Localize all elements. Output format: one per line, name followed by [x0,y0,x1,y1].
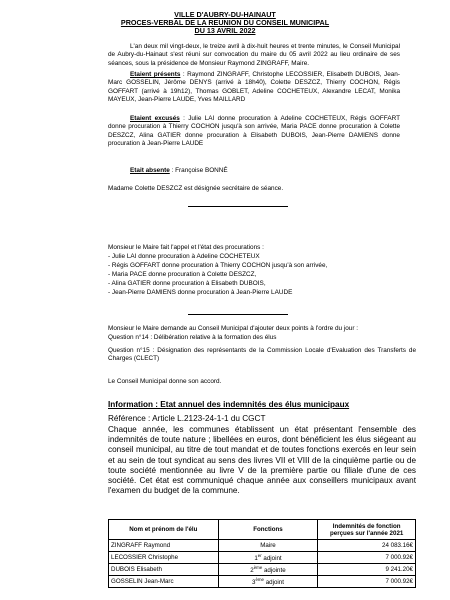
presents-paragraph [108,71,400,105]
table-row [109,552,416,564]
procuration-item: - Maria PACE donne procuration à Colette DESZCZ, [108,271,257,278]
elected-name: ZINGRAFF Raymond [109,540,219,552]
ajout-intro: Monsieur le Maire demande au Conseil Municipal d'ajouter deux points à l'ordre du jour : [108,325,359,332]
elected-function [218,564,318,576]
intro-paragraph: L'an deux mil vingt-deux, le treize avril à dix-huit heures et trente minutes, le Conseil Municipal de Aubry-du-Hainaut s'est réuni sur convocation du maire du 05 avril 2022 au lieu ordinaire de ses séances, sous la présidence de Monsieur Raymond ZINGRAFF, Maire. [108,43,400,67]
question-15: Question n°15 : Désignation des représentants de la Commission Locale d'Evaluation des Transferts de Charges (CLECT) [108,347,416,363]
function-text: Maire [260,542,276,549]
table-header-row [109,520,416,540]
indemnity-amount: 7 000.92€ [318,552,416,564]
elected-function [218,552,318,564]
information-body: Chaque année, les communes établissent un état présentant l'ensemble des indemnités de toute nature ; libellées en euros, dont bénéficient les élus siégeant au conseil municipal, au titre de tout mandat et de toutes fonctions exercés en leur sein et au sein de tout syndicat au sens des livres VII et VIII de la cinquième partie ou de toute société mentionnée au livre V de la première partie ou filiale d'une de ces société. Cet état est communiqué chaque année aux conseillers municipaux avant l'examen du budget de la commune. [108,425,416,496]
function-ordinal: ème [253,564,263,570]
procuration-item: - Jean-Pierre DAMIENS donne procuration à Jean-Pierre LAUDE [108,289,293,296]
excuses-paragraph [108,115,400,149]
function-ordinal: er [257,552,262,558]
procurations-intro: Monsieur le Maire fait l'appel et l'état des procurations : [108,244,264,251]
table-row [109,540,416,552]
function-ordinal: ème [255,576,264,582]
column-header-functions: Fonctions [218,520,318,540]
absente-name: : Françoise BONNÉ [169,167,228,174]
town-title: VILLE D'AUBRY-DU-HAINAUT [174,10,276,19]
secretaire-line: Madame Colette DESZCZ est désignée secrétaire de séance. [108,185,284,192]
function-number: 1 [254,555,258,563]
function-number: 2 [250,567,254,575]
column-header-indemnities: Indemnités de fonction perçues sur l'année 2021 [318,520,416,540]
table-row [109,576,416,588]
indemnity-amount: 7 000.92€ [318,576,416,588]
elected-name: LECOSSIER Christophe [109,552,219,564]
information-title: Information : Etat annuel des indemnités des élus municipaux [108,400,350,409]
procuration-item: - Alina GATIER donne procuration à Elisabeth DUBOIS, [108,280,266,287]
excuses-label: Etaient excusés [130,115,180,122]
procuration-item: - Régis GOFFART donne procuration à Thierry COCHON jusqu'à son arrivée, [108,262,328,269]
information-reference: Référence : Article L.2123-24-1-1 du CGCT [108,414,266,423]
excuses-list: : Julie LAI donne procuration à Adeline COCHETEUX, Régis GOFFART donne procuration à Thierry COCHON jusqu'à son arrivée, Maria PACE donne procuration à Colette DESZCZ, Alina GATIER donne procuration à Elisabeth DUBOIS, Jean-Pierre DAMIENS donne procuration à Jean-Pierre LAUDE [108,115,400,148]
question-14: Question n°14 : Délibération relative à la formation des élus [108,334,277,341]
absente-paragraph [108,167,400,175]
function-text: adjoint [263,579,284,587]
council-accord: Le Conseil Municipal donne son accord. [108,378,222,385]
elected-name: GOSSELIN Jean-Marc [109,576,219,588]
presents-label: Etaient présents [130,71,181,78]
procuration-item: - Julie LAI donne procuration à Adeline COCHETEUX [108,253,260,260]
function-text: adjointe [262,567,286,575]
elected-name: DUBOIS Elisabeth [109,564,219,576]
function-number: 3 [251,579,256,587]
meeting-date: DU 13 AVRIL 2022 [194,26,256,35]
separator-1 [188,206,288,207]
column-header-name: Nom et prénom de l'élu [109,520,219,540]
absente-label: Etait absente [130,167,170,174]
indemnity-amount: 9 241.20€ [318,564,416,576]
separator-2 [188,314,288,315]
elected-function [218,540,318,552]
elected-function [218,576,318,588]
indemnities-table [108,519,416,588]
presents-list: : Raymond ZINGRAFF, Christophe LECOSSIER, Elisabeth DUBOIS, Jean-Marc GOSSELIN, Jérôme DENYS (arrivé à 18h40), Colette DESZCZ, Thierry COCHON, Régis GOFFART (arrivé à 19h12), Thomas GOBLET, Adeline COCHETEUX, Alexandre LECAT, Monika MAYEUX, Jean-Pierre LAUDE, Yves MAILLARD [108,71,400,104]
function-text: adjoint [261,555,282,563]
document-title: PROCES-VERBAL DE LA REUNION DU CONSEIL MUNICIPAL [120,18,330,27]
indemnity-amount: 24 083.16€ [318,540,416,552]
table-row [109,564,416,576]
